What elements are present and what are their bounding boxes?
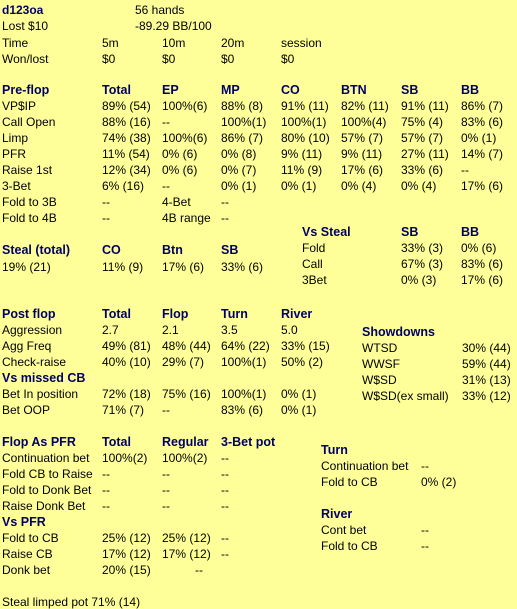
preflop-row-value: -- (162, 179, 170, 193)
vs-pfr-row-label: Fold to CB (2, 531, 59, 545)
flop-pfr-row-value: -- (102, 499, 110, 513)
time-col-session: session (281, 36, 322, 50)
missed-cb-row-label: Bet OOP (2, 403, 51, 417)
preflop-row-value: -- (221, 195, 229, 209)
showdown-row-label: WTSD (362, 341, 398, 355)
preflop-row-label: 3-Bet (2, 179, 31, 193)
preflop-row-value: 100%(1) (221, 115, 267, 129)
postflop-row-label: Agg Freq (2, 339, 52, 353)
preflop-row-value: 14% (7) (461, 147, 504, 161)
preflop-row-value: 0% (6) (162, 147, 198, 161)
preflop-row-value: 17% (6) (341, 163, 384, 177)
flop-pfr-header: 3-Bet pot (221, 435, 276, 449)
preflop-row-value: 0% (6) (162, 163, 198, 177)
vs-steal-row-value: 67% (3) (401, 257, 444, 271)
preflop-row-label: Limp (2, 131, 29, 145)
preflop-row-value: 89% (54) (102, 99, 151, 113)
missed-cb-row-value: 0% (1) (281, 387, 317, 401)
showdown-row-value: 31% (13) (462, 373, 511, 387)
steal-value: 17% (6) (162, 260, 205, 274)
postflop-header: Turn (221, 307, 248, 321)
vs-pfr-row-label: Raise CB (2, 547, 53, 561)
preflop-row-value: 27% (11) (401, 147, 449, 161)
preflop-header: BTN (341, 83, 367, 97)
postflop-row-label: Check-raise (2, 355, 67, 369)
river-title: River (321, 507, 353, 521)
flop-pfr-row-value: -- (221, 483, 229, 497)
preflop-row-value: -- (102, 195, 110, 209)
flop-pfr-row-value: -- (221, 451, 229, 465)
preflop-row-value: 91% (11) (401, 99, 449, 113)
flop-pfr-row-label: Fold to Donk Bet (2, 483, 92, 497)
preflop-row-value: 0% (1) (281, 179, 317, 193)
postflop-row-value: 64% (22) (221, 339, 270, 353)
flop-pfr-row-value: -- (162, 483, 170, 497)
vs-steal-header: SB (401, 225, 419, 239)
preflop-row-value: 0% (8) (221, 147, 257, 161)
missed-cb-row-value: 83% (6) (221, 403, 264, 417)
preflop-row-label: Raise 1st (2, 163, 53, 177)
missed-cb-row-value: 100%(1) (221, 387, 267, 401)
vs-pfr-row-value: -- (221, 531, 229, 545)
preflop-row-value: 0% (1) (221, 179, 257, 193)
wonlost-value: $0 (221, 52, 235, 66)
postflop-row-value: 48% (44) (162, 339, 211, 353)
steal-value: 11% (9) (102, 260, 144, 274)
time-label: Time (2, 36, 29, 50)
showdown-row-value: 59% (44) (462, 357, 511, 371)
flop-pfr-header: Regular (162, 435, 209, 449)
wonlost-value: $0 (281, 52, 295, 66)
postflop-row-value: 2.7 (102, 323, 119, 337)
preflop-row-label: Fold to 4B (2, 211, 57, 225)
preflop-row-value: 86% (7) (461, 99, 504, 113)
flop-pfr-row-label: Continuation bet (2, 451, 90, 465)
showdown-row-label: WWSF (362, 357, 400, 371)
showdown-row-value: 30% (44) (462, 341, 511, 355)
wonlost-value: $0 (102, 52, 116, 66)
preflop-row-value: 100%(6) (162, 99, 208, 113)
preflop-header: Total (102, 83, 131, 97)
preflop-row-value: 86% (7) (221, 131, 264, 145)
preflop-row-value: 0% (4) (341, 179, 377, 193)
preflop-row-value: 11% (54) (102, 147, 150, 161)
missed-cb-row-value: 75% (16) (162, 387, 211, 401)
wonlost-value: $0 (162, 52, 176, 66)
preflop-row-value: 88% (8) (221, 99, 264, 113)
flop-pfr-row-value: -- (162, 499, 170, 513)
flop-pfr-row-value: 100%(2) (162, 451, 208, 465)
preflop-row-value: 4-Bet (162, 195, 191, 209)
river-row-label: Fold to CB (321, 539, 378, 553)
postflop-row-value: 49% (81) (102, 339, 151, 353)
hands-count: 56 hands (135, 3, 185, 17)
preflop-row-value: 74% (38) (102, 131, 151, 145)
flop-pfr-row-value: -- (102, 467, 110, 481)
flop-pfr-header: Total (102, 435, 131, 449)
preflop-row-value: -- (162, 115, 170, 129)
vs-pfr-row-value: -- (195, 563, 203, 577)
preflop-row-value: 9% (11) (341, 147, 383, 161)
preflop-header: MP (221, 83, 240, 97)
showdown-row-value: 33% (12) (462, 389, 511, 403)
vs-steal-row-value: 83% (6) (461, 257, 504, 271)
time-col-20m: 20m (221, 36, 245, 50)
vs-steal-row-value: 0% (3) (401, 273, 437, 287)
wonlost-label: Won/lost (2, 52, 49, 66)
preflop-row-value: 4B range (162, 211, 211, 225)
flop-pfr-row-label: Raise Donk Bet (2, 499, 86, 513)
vs-steal-row-value: 33% (3) (401, 241, 444, 255)
vs-steal-row-label: Fold (302, 241, 326, 255)
turn-row-label: Continuation bet (321, 459, 409, 473)
postflop-row-value: 5.0 (281, 323, 298, 337)
missed-cb-row-value: 72% (18) (102, 387, 151, 401)
river-row-label: Cont bet (321, 523, 367, 537)
postflop-header: River (281, 307, 313, 321)
preflop-row-value: 33% (6) (401, 163, 444, 177)
preflop-row-value: 0% (4) (401, 179, 437, 193)
preflop-row-value: 17% (6) (461, 179, 504, 193)
steal-header: SB (221, 243, 239, 257)
postflop-row-value: 3.5 (221, 323, 238, 337)
vs-pfr-row-value: 17% (12) (162, 547, 211, 561)
time-col-5m: 5m (102, 36, 119, 50)
flop-pfr-row-value: -- (221, 499, 229, 513)
missed-cb-row-value: 0% (1) (281, 403, 317, 417)
missed-cb-row-label: Bet In position (2, 387, 79, 401)
postflop-row-value: 40% (10) (102, 355, 151, 369)
player-name: d123oa (2, 3, 44, 17)
showdown-row-label: W$SD(ex small) (362, 389, 449, 403)
steal-header: CO (102, 243, 121, 257)
turn-row-value: -- (421, 459, 429, 473)
preflop-row-label: VP$IP (2, 99, 37, 113)
preflop-row-value: -- (221, 211, 229, 225)
turn-title: Turn (321, 443, 348, 457)
missed-cb-row-value: 71% (7) (102, 403, 145, 417)
lost-amount: Lost $10 (2, 19, 49, 33)
flop-pfr-row-value: -- (162, 467, 170, 481)
vs-pfr-row-value: 17% (12) (102, 547, 151, 561)
preflop-row-value: 9% (11) (281, 147, 323, 161)
preflop-row-label: PFR (2, 147, 26, 161)
preflop-row-value: -- (102, 211, 110, 225)
postflop-title: Post flop (2, 307, 56, 321)
vs-pfr-row-label: Donk bet (2, 563, 51, 577)
preflop-row-value: 83% (6) (461, 115, 504, 129)
time-col-10m: 10m (162, 36, 186, 50)
preflop-row-value: 100%(1) (281, 115, 327, 129)
preflop-row-value: 91% (11) (281, 99, 329, 113)
preflop-row-value: 6% (16) (102, 179, 145, 193)
turn-row-label: Fold to CB (321, 475, 378, 489)
preflop-header: BB (461, 83, 480, 97)
postflop-row-value: 33% (15) (281, 339, 330, 353)
preflop-row-value: 88% (16) (102, 115, 151, 129)
bb-per-100: -89.29 BB/100 (135, 19, 212, 33)
preflop-row-value: 11% (9) (281, 163, 323, 177)
postflop-row-value: 2.1 (162, 323, 179, 337)
postflop-row-value: 100%(1) (221, 355, 267, 369)
preflop-header: SB (401, 83, 419, 97)
preflop-row-value: -- (461, 163, 469, 177)
vs-pfr-row-value: 20% (15) (102, 563, 151, 577)
steal-limped-pot: Steal limped pot 71% (14) (2, 595, 141, 609)
postflop-header: Flop (162, 307, 189, 321)
preflop-row-value: 82% (11) (341, 99, 389, 113)
preflop-row-value: 100%(6) (162, 131, 208, 145)
vs-steal-row-value: 0% (6) (461, 241, 497, 255)
steal-value: 33% (6) (221, 260, 264, 274)
postflop-header: Total (102, 307, 131, 321)
preflop-row-label: Fold to 3B (2, 195, 57, 209)
postflop-row-label: Aggression (2, 323, 63, 337)
vs-steal-row-label: Call (302, 257, 323, 271)
vs-steal-row-value: 17% (6) (461, 273, 504, 287)
preflop-header: CO (281, 83, 300, 97)
steal-header: Btn (162, 243, 183, 257)
preflop-header: EP (162, 83, 179, 97)
vs-steal-row-label: 3Bet (302, 273, 327, 287)
vs-pfr-row-value: 25% (12) (162, 531, 211, 545)
preflop-row-value: 0% (7) (221, 163, 257, 177)
vs-pfr-row-value: 25% (12) (102, 531, 151, 545)
preflop-row-value: 57% (7) (401, 131, 444, 145)
river-row-value: -- (421, 539, 429, 553)
preflop-title: Pre-flop (2, 83, 50, 97)
turn-row-value: 0% (2) (421, 475, 457, 489)
vs-steal-header: BB (461, 225, 480, 239)
flop-pfr-row-value: -- (102, 483, 110, 497)
vs-pfr-row-value: -- (221, 547, 229, 561)
preflop-row-value: 12% (34) (102, 163, 151, 177)
preflop-row-label: Call Open (2, 115, 56, 129)
flop-pfr-row-value: -- (221, 467, 229, 481)
steal-total: 19% (21) (2, 260, 51, 274)
postflop-row-value: 29% (7) (162, 355, 205, 369)
preflop-row-value: 0% (1) (461, 131, 497, 145)
preflop-row-value: 57% (7) (341, 131, 384, 145)
vs-steal-title: Vs Steal (302, 225, 351, 239)
flop-pfr-row-label: Fold CB to Raise (2, 467, 93, 481)
preflop-row-value: 80% (10) (281, 131, 330, 145)
flop-pfr-title: Flop As PFR (2, 435, 76, 449)
postflop-row-value: 50% (2) (281, 355, 324, 369)
missed-cb-title: Vs missed CB (2, 371, 86, 385)
river-row-value: -- (421, 523, 429, 537)
flop-pfr-row-value: 100%(2) (102, 451, 148, 465)
preflop-row-value: 75% (4) (401, 115, 444, 129)
showdowns-title: Showdowns (362, 325, 435, 339)
steal-title: Steal (total) (2, 243, 71, 257)
vs-pfr-title: Vs PFR (2, 515, 46, 529)
preflop-row-value: 100%(4) (341, 115, 387, 129)
showdown-row-label: W$SD (362, 373, 397, 387)
missed-cb-row-value: -- (162, 403, 170, 417)
